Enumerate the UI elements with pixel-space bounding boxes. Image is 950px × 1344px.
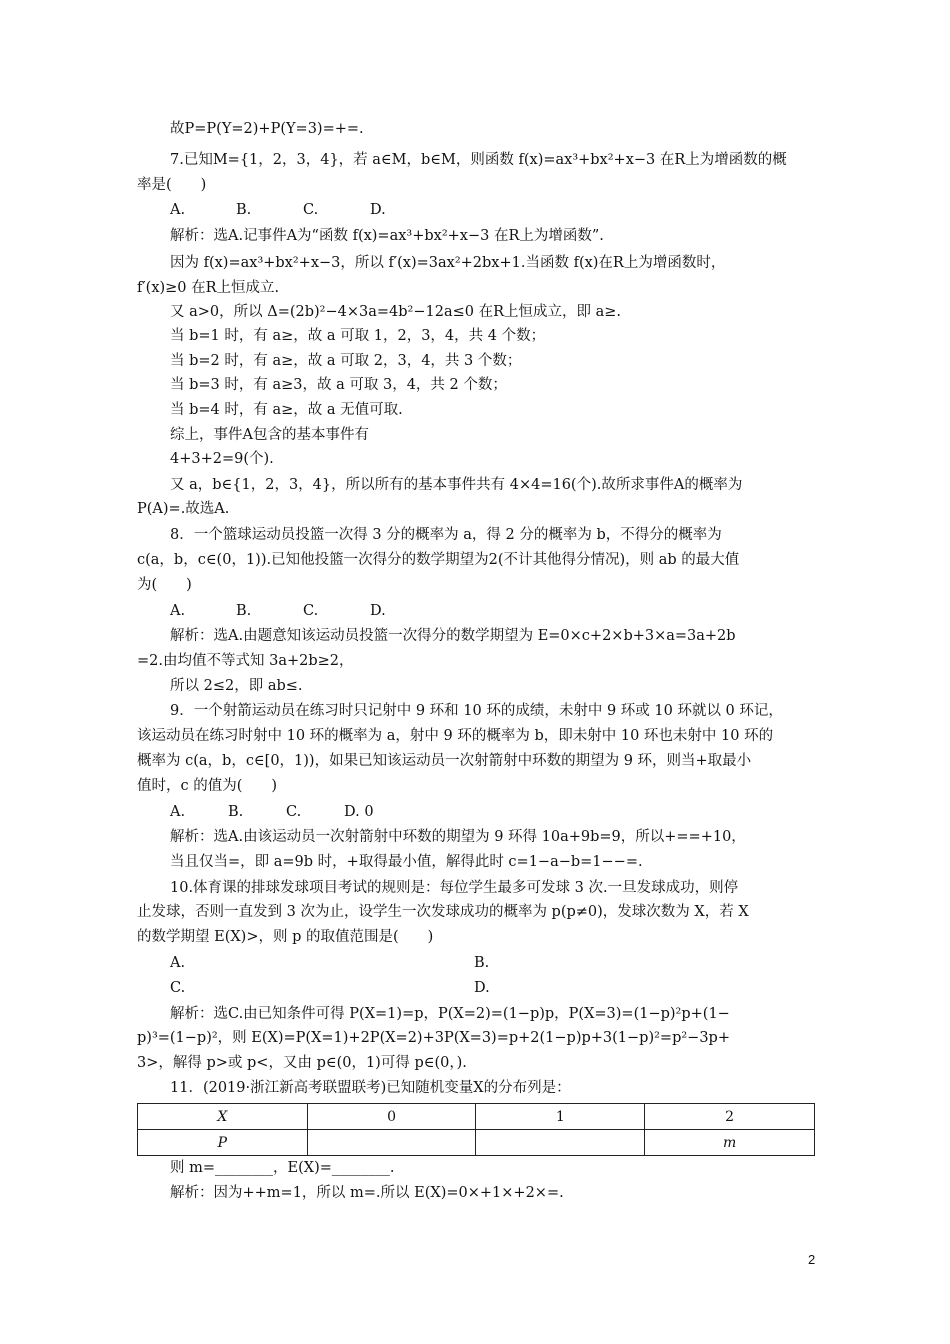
solution-line: 当 b=1 时，有 a≥，故 a 可取 1，2，3，4，共 4 个数；	[170, 328, 546, 344]
solution-line: P(A)=.故选A.	[137, 501, 230, 517]
question-9-stem: 9．一个射箭运动员在练习时只记射中 9 环和 10 环的成绩，未射中 9 环或 10 环就以 0 环记，	[170, 703, 783, 719]
solution-line: 当 b=2 时，有 a≥，故 a 可取 2，3，4，共 3 个数；	[170, 353, 522, 369]
solution-line: 又 a>0，所以 Δ=(2b)²−4×3a=4b²−12a≤0 在R上恒成立，即 a≥.	[170, 304, 622, 320]
solution-line: 当且仅当=，即 a=9b 时，+取得最小值，解得此时 c=1−a−b=1−−=.	[170, 854, 643, 870]
text-line: 为( )	[137, 577, 192, 593]
q7-option-b: B.	[236, 202, 252, 218]
table-cell: 2	[645, 1104, 815, 1130]
text-line: 故P=P(Y=2)+P(Y=3)=+=.	[170, 121, 364, 137]
q10-option-a: A.	[170, 955, 186, 971]
q8-option-c: C.	[303, 603, 319, 619]
text-line: 该运动员在练习时射中 10 环的概率为 a，射中 9 环的概率为 b，即未射中 10 环也未射中 10 环的	[137, 728, 774, 744]
q10-option-b: B.	[474, 955, 490, 971]
q10-option-d: D.	[474, 980, 490, 996]
solution-line: 当 b=3 时，有 a≥3，故 a 可取 3，4，共 2 个数；	[170, 377, 507, 393]
table-cell: m	[645, 1130, 815, 1156]
table-row	[138, 1130, 815, 1156]
solution-line: 因为 f(x)=ax³+bx²+x−3，所以 f′(x)=3ax²+2bx+1.当函数 f(x)在R上为增函数时，	[170, 255, 726, 271]
solution-line: 解析：选C.由已知条件可得 P(X=1)=p，P(X=2)=(1−p)p，P(X=3)=(1−p)²p+(1−	[170, 1006, 730, 1022]
solution-line: 所以 2≤2，即 ab≤.	[170, 678, 303, 694]
solution-line: 当 b=4 时，有 a≥，故 a 无值可取.	[170, 402, 403, 418]
solution-line: 4+3+2=9(个).	[170, 451, 274, 467]
table-cell	[476, 1130, 645, 1156]
text-line: 率是( )	[137, 177, 207, 193]
table-cell: 0	[307, 1104, 476, 1130]
text-line: 值时，c 的值为( )	[137, 778, 278, 794]
question-10-stem: 10.体育课的排球发球项目考试的规则是：每位学生最多可发球 3 次.一旦发球成功，则停	[170, 880, 739, 896]
q8-option-b: B.	[236, 603, 252, 619]
solution-line: f′(x)≥0 在R上恒成立.	[137, 280, 280, 296]
solution-line: 解析：选A.由该运动员一次射箭射中环数的期望为 9 环得 10a+9b=9，所以+==+10，	[170, 829, 746, 845]
answer-blank-line: 则 m=________，E(X)=________.	[170, 1160, 395, 1176]
text-line: 的数学期望 E(X)>，则 p 的取值范围是( )	[137, 929, 434, 945]
q8-option-a: A.	[170, 603, 186, 619]
distribution-table	[137, 1103, 815, 1156]
question-11-stem: 11．(2019·浙江新高考联盟联考)已知随机变量X的分布列是：	[170, 1080, 571, 1096]
solution-line: 综上，事件A包含的基本事件有	[170, 427, 369, 443]
q9-option-d: D. 0	[344, 804, 374, 820]
solution-line: 解析：选A.由题意知该运动员投篮一次得分的数学期望为 E=0×c+2×b+3×a=3a+2b	[170, 628, 736, 644]
table-cell: P	[138, 1130, 308, 1156]
q10-option-c: C.	[170, 980, 186, 996]
solution-line: 解析：因为++m=1，所以 m=.所以 E(X)=0×+1×+2×=.	[170, 1185, 564, 1201]
table-row	[138, 1104, 815, 1130]
text-line: 概率为 c(a，b，c∈[0，1))，如果已知该运动员一次射箭射中环数的期望为 9 环，则当+取最小	[137, 753, 752, 769]
page-number: 2	[808, 1252, 816, 1267]
q9-option-c: C.	[286, 804, 302, 820]
text-line: 止发球，否则一直发到 3 次为止，设学生一次发球成功的概率为 p(p≠0)，发球次数为 X，若 X	[137, 904, 749, 920]
q8-option-d: D.	[370, 603, 386, 619]
solution-line: 解析：选A.记事件A为“函数 f(x)=ax³+bx²+x−3 在R上为增函数”.	[170, 228, 604, 244]
q7-option-c: C.	[303, 202, 319, 218]
solution-line: =2.由均值不等式知 3a+2b≥2，	[137, 653, 354, 669]
solution-line: p)³=(1−p)²，则 E(X)=P(X=1)+2P(X=2)+3P(X=3)=p+2(1−p)p+3(1−p)²=p²−3p+	[137, 1030, 730, 1046]
text-line: c(a，b，c∈(0，1)).已知他投篮一次得分的数学期望为2(不计其他得分情况)，则 ab 的最大值	[137, 552, 740, 568]
q7-option-d: D.	[370, 202, 386, 218]
q9-option-a: A.	[170, 804, 186, 820]
table-cell: X	[138, 1104, 308, 1130]
solution-line: 3>，解得 p>或 p<，又由 p∈(0，1)可得 p∈(0，).	[137, 1055, 467, 1071]
question-8-stem: 8．一个篮球运动员投篮一次得 3 分的概率为 a，得 2 分的概率为 b，不得分的概率为	[170, 527, 722, 543]
solution-line: 又 a，b∈{1，2，3，4}，所以所有的基本事件共有 4×4=16(个).故所求事件A的概率为	[170, 477, 743, 493]
question-7-stem: 7.已知M={1，2，3，4}，若 a∈M，b∈M，则函数 f(x)=ax³+bx²+x−3 在R上为增函数的概	[170, 152, 787, 168]
q9-option-b: B.	[228, 804, 244, 820]
q7-option-a: A.	[170, 202, 186, 218]
table-cell	[307, 1130, 476, 1156]
table-cell: 1	[476, 1104, 645, 1130]
